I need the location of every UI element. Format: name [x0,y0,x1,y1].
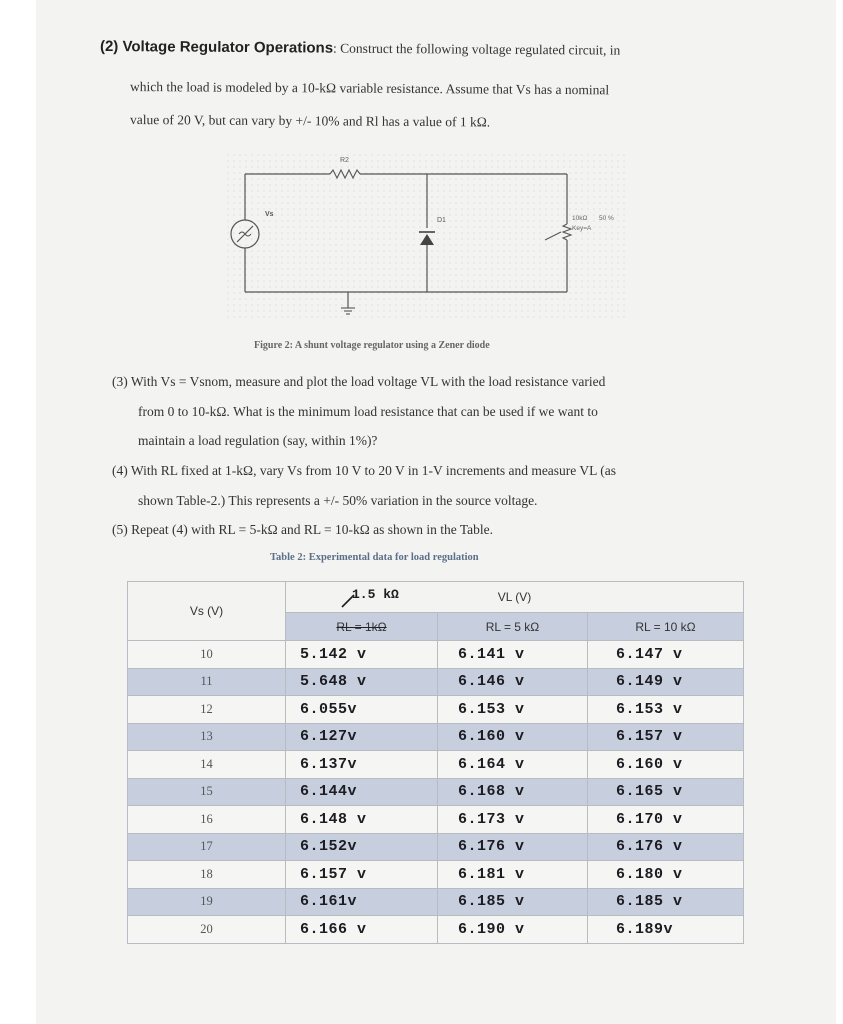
vl-value: 6.141 v [458,645,525,663]
table-header-row [128,582,744,613]
vl-value: 6.185 v [458,893,525,911]
vl-value: 6.137v [300,755,358,773]
vl-value: 6.180 v [616,865,683,883]
vl-value: 6.157 v [616,728,683,746]
vl-value: 5.142 v [300,645,367,663]
vl-cell-1k [286,861,438,889]
annotation-text: 1.5 kΩ [352,587,399,602]
vs-label: Vs [265,211,274,218]
q4-line1: (4) With RL fixed at 1-kΩ, vary Vs from 10 V to 20 V in 1-V increments and measure VL (as [112,463,617,478]
d1-label: D1 [437,217,446,224]
table-row [128,696,744,724]
vl-value: 6.157 v [300,865,367,883]
vl-cell-10k [588,751,744,779]
col-header-rl-10k: RL = 10 kΩ [588,613,744,641]
vl-cell-5k [438,778,588,806]
vl-cell-5k [438,641,588,669]
vl-cell-1k [286,888,438,916]
vl-value: 6.055v [300,700,358,718]
vl-cell-5k [438,696,588,724]
vl-cell-5k [438,806,588,834]
vl-value: 6.185 v [616,893,683,911]
vl-cell-1k [286,751,438,779]
vl-value: 6.148 v [300,810,367,828]
q4-line2: shown Table-2.) This represents a +/- 50% variation in the source voltage. [138,493,538,508]
vl-value: 6.173 v [458,810,525,828]
vl-cell-10k [588,806,744,834]
q3-line2: from 0 to 10-kΩ. What is the minimum load resistance that can be used if we want to [138,404,598,419]
table-row [128,723,744,751]
table-row [128,861,744,889]
vs-cell: 17 [128,833,286,861]
vl-value: 6.160 v [616,755,683,773]
vs-cell: 15 [128,778,286,806]
vl-header: VL (V) [286,582,744,613]
vl-value: 6.153 v [616,700,683,718]
vl-cell-5k [438,861,588,889]
vl-cell-10k [588,861,744,889]
vl-cell-1k [286,806,438,834]
pot-key: Key=A [572,225,592,232]
col-header-rl-5k: RL = 5 kΩ [438,613,588,641]
vl-value: 6.146 v [458,673,525,691]
q5-line1: (5) Repeat (4) with RL = 5-kΩ and RL = 10-kΩ as shown in the Table. [112,522,494,537]
vl-value: 6.149 v [616,673,683,691]
q2-line1: : Construct the following voltage regulated circuit, in [333,40,621,58]
pot-value: 10kΩ [572,215,588,222]
q3-line1: (3) With Vs = Vsnom, measure and plot the load voltage VL with the load resistance varied [112,374,606,389]
zener-regulator-circuit [215,148,635,328]
vl-cell-1k [286,668,438,696]
q3-line3: maintain a load regulation (say, within 1%)? [138,433,378,448]
vl-cell-1k [286,916,438,944]
vs-cell: 12 [128,696,286,724]
load-regulation-table [127,581,744,944]
vl-cell-5k [438,751,588,779]
vl-value: 5.648 v [300,673,367,691]
q2-line2: which the load is modeled by a 10-kΩ variable resistance. Assume that Vs has a nominal [129,79,610,98]
vs-cell: 16 [128,806,286,834]
col-header-rl-1k-text: RL = 1kΩ [336,619,387,634]
table-row [128,751,744,779]
vl-value: 6.165 v [616,783,683,801]
vl-value: 6.161v [300,893,358,911]
figure-caption: Figure 2: A shunt voltage regulator using a Zener diode [254,340,490,351]
col-header-rl-1k [286,613,438,641]
vl-cell-10k [588,696,744,724]
vl-value: 6.176 v [616,838,683,856]
table-row [128,916,744,944]
vl-cell-10k [588,668,744,696]
vl-cell-10k [588,833,744,861]
vl-value: 6.189v [616,920,674,938]
vl-value: 6.168 v [458,783,525,801]
r2-label: R2 [340,157,349,164]
vl-cell-1k [286,778,438,806]
vl-value: 6.176 v [458,838,525,856]
vl-cell-10k [588,723,744,751]
handwritten-annotation [352,587,399,602]
vl-cell-10k [588,778,744,806]
vs-cell: 20 [128,916,286,944]
vl-cell-1k [286,641,438,669]
vl-value: 6.181 v [458,865,525,883]
vs-header: Vs (V) [128,582,286,641]
table-row [128,778,744,806]
vl-cell-1k [286,696,438,724]
vl-value: 6.170 v [616,810,683,828]
grid-background [225,153,625,318]
vl-cell-10k [588,916,744,944]
vl-value: 6.190 v [458,920,525,938]
vl-cell-5k [438,888,588,916]
vl-value: 6.166 v [300,920,367,938]
vs-cell: 14 [128,751,286,779]
table-row [128,668,744,696]
q2-heading: (2) Voltage Regulator Operations [99,38,334,57]
vl-cell-5k [438,668,588,696]
pot-percent: 50 % [599,215,614,222]
vl-cell-10k [588,641,744,669]
table-row [128,888,744,916]
vs-cell: 19 [128,888,286,916]
vs-cell: 10 [128,641,286,669]
vs-cell: 11 [128,668,286,696]
vl-value: 6.153 v [458,700,525,718]
vl-cell-5k [438,833,588,861]
q2-line3: value of 20 V, but can vary by +/- 10% and Rl has a value of 1 kΩ. [129,112,491,130]
vl-cell-5k [438,723,588,751]
table-row [128,641,744,669]
vl-value: 6.147 v [616,645,683,663]
vl-value: 6.160 v [458,728,525,746]
table-row [128,833,744,861]
vl-value: 6.152v [300,838,358,856]
vl-value: 6.144v [300,783,358,801]
vl-cell-1k [286,833,438,861]
vl-cell-1k [286,723,438,751]
vs-cell: 13 [128,723,286,751]
q2-heading-line [100,38,620,59]
table-row [128,806,744,834]
vl-cell-5k [438,916,588,944]
vs-cell: 18 [128,861,286,889]
vl-value: 6.127v [300,728,358,746]
vl-value: 6.164 v [458,755,525,773]
vl-cell-10k [588,888,744,916]
table-caption: Table 2: Experimental data for load regulation [270,552,479,563]
annotation-arrow-icon [340,593,356,609]
